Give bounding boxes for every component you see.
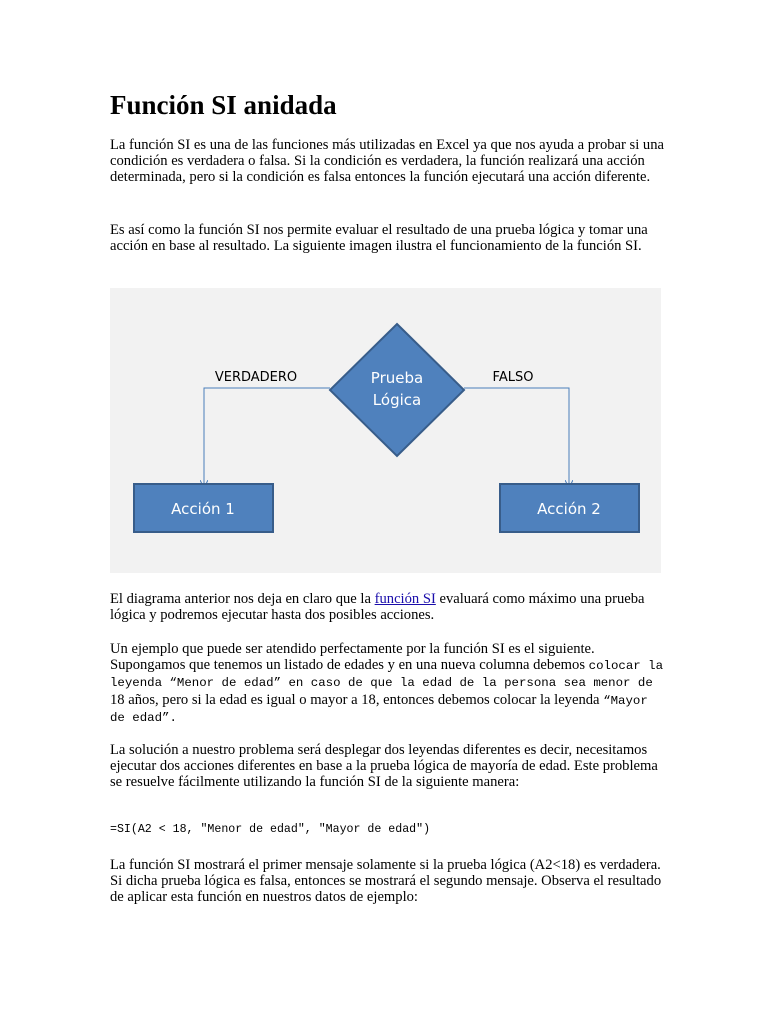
summary-text-after: evaluará como máximo una prueba lógica y podremos ejecutar hasta dos posibles acciones. [110,591,645,624]
decision-label-line1: Prueba [370,369,424,387]
example-text-a: Un ejemplo que puede ser atendido perfectamente por la función SI es el siguiente. Supongamos que tenemos un listado de edades y en una nueva columna debemos [110,641,595,674]
false-branch-label: FALSO [492,370,534,385]
action-1-label: Acción 1 [171,500,235,518]
flowchart-diagram [110,288,661,573]
flowchart-figure [110,288,661,573]
decision-diamond [330,324,464,456]
true-branch-label: VERDADERO [214,370,298,385]
true-branch-connector [204,388,330,484]
result-paragraph: La función SI mostrará el primer mensaje solamente si la prueba lógica (A2<18) es verdadera. Si dicha prueba lógica es falsa, entonces se mostrará el segundo mensaje. Observa el resultado de aplicar esta función en nuestros datos de ejemplo: [110,857,662,906]
example-mono-text-1: colocar la leyenda “Menor de edad” en caso de que la edad de la persona sea menor de [110,659,664,691]
page-title: Función SI anidada [110,90,337,120]
intro-paragraph: La función SI es una de las funciones más utilizadas en Excel ya que nos ayuda a probar si una condición es verdadera o falsa. Si la condición es verdadera, la función realizará una acción determinada, pero si la condición es falsa entonces la función ejecutará una acción diferente. [110,137,664,186]
example-paragraph [110,641,670,726]
action-2-label: Acción 2 [537,500,601,518]
diagram-summary-paragraph [110,591,670,623]
summary-text-before: El diagrama anterior nos deja en claro que la [110,591,375,607]
example-mono-text-2: “Mayor de edad”. [110,693,648,725]
solution-paragraph: La solución a nuestro problema será desplegar dos leyendas diferentes es decir, necesitamos ejecutar dos acciones diferentes en base a la prueba lógica de mayoría de edad. Este problema se resuelve fácilmente utilizando la función SI de la siguiente manera: [110,742,658,791]
decision-label-line2: Lógica [372,391,422,409]
example-text-b: 18 años, pero si la edad es igual o mayor a 18, entonces debemos colocar la leyenda [110,691,604,708]
explanation-paragraph: Es así como la función SI nos permite evaluar el resultado de una prueba lógica y tomar una acción en base al resultado. La siguiente imagen ilustra el funcionamiento de la función SI. [110,222,648,255]
false-branch-connector [464,388,569,484]
funcion-si-link[interactable]: función SI [374,591,436,607]
formula-code: =SI(A2 < 18, "Menor de edad", "Mayor de edad") [110,823,431,836]
